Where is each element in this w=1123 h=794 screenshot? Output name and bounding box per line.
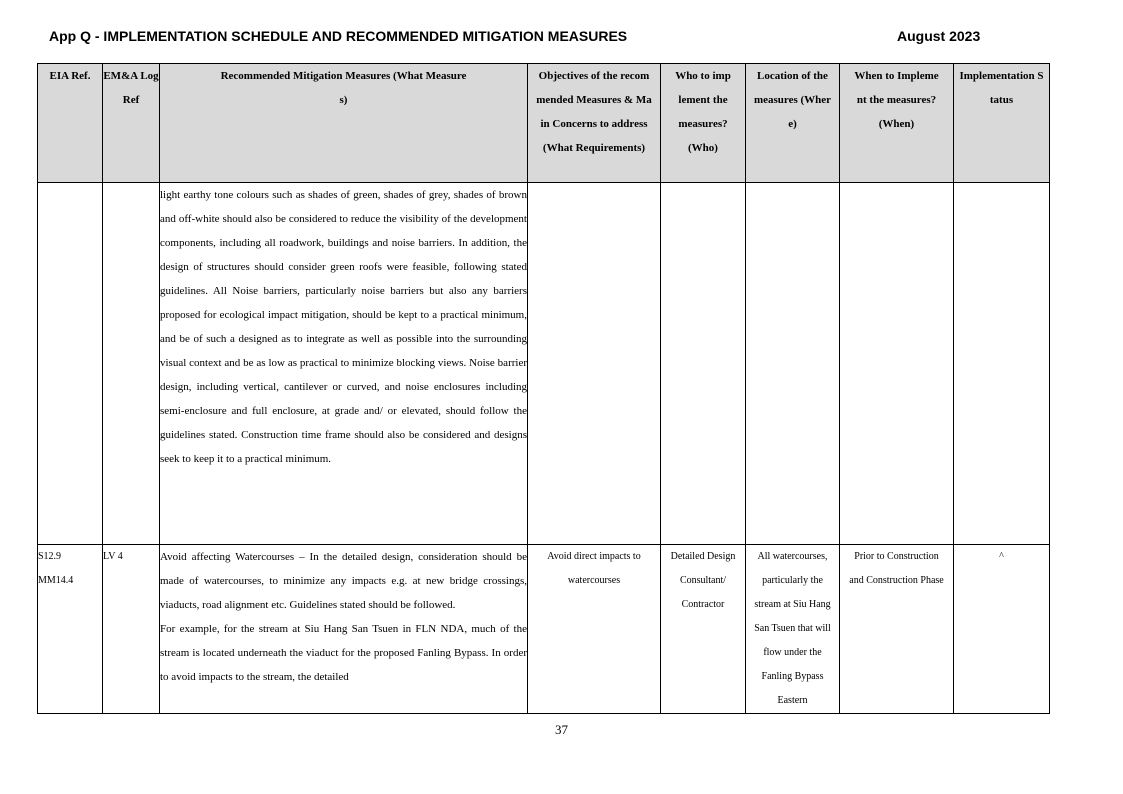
cell-who <box>661 183 746 545</box>
col-header-eia-ref: EIA Ref. <box>38 64 103 183</box>
cell-status <box>954 183 1050 545</box>
col-header-when: When to Implement the measures? (When) <box>840 64 954 183</box>
table-header-row <box>38 64 1050 183</box>
cell-location <box>746 183 840 545</box>
cell-when <box>840 183 954 545</box>
col-header-objectives: Objectives of the recommended Measures & Main Concerns to address (What Requirements) <box>528 64 661 183</box>
cell-measures: light earthy tone colours such as shades of green, shades of grey, shades of brown and off-white should also be considered to reduce the visibility of the development components, including all roadwork, buildings and noise barriers. In addition, the design of structures should consider green roofs were feasible, following stated guidelines. All Noise barriers, particularly noise barriers but also any barriers proposed for ecological impact mitigation, should be kept to a practical minimum, and be of such a designed as to integrate as well as possible into the surrounding visual context and be as low as practical to minimize blocking views. Noise barrier design, including vertical, cantilever or curved, and noise enclosures including semi-enclosure and full enclosure, at grade and/ or elevated, should follow the guidelines stated. Construction time frame should also be considered and designs seek to keep it to a practical minimum. <box>160 183 528 545</box>
cell-when: Prior to Construction and Construction Phase <box>840 545 954 714</box>
document-title: App Q - IMPLEMENTATION SCHEDULE AND RECOMMENDED MITIGATION MEASURES <box>49 28 628 44</box>
cell-measures <box>160 545 528 714</box>
cell-eia-ref <box>38 183 103 545</box>
cell-status: ^ <box>954 545 1050 714</box>
cell-eia-ref: S12.9 MM14.4 <box>38 545 103 714</box>
col-header-location: Location of the measures (Where) <box>746 64 840 183</box>
implementation-schedule-table <box>37 63 1050 714</box>
document-date: August 2023 <box>897 28 981 44</box>
cell-log-ref: LV 4 <box>103 545 160 714</box>
col-header-log-ref: EM&A Log Ref <box>103 64 160 183</box>
cell-log-ref <box>103 183 160 545</box>
col-header-measures: Recommended Mitigation Measures (What Measures) <box>160 64 528 183</box>
page-number: 37 <box>555 722 568 737</box>
col-header-status: Implementation Status <box>954 64 1050 183</box>
measures-paragraph: For example, for the stream at Siu Hang San Tsuen in FLN NDA, much of the stream is located underneath the viaduct for the proposed Fanling Bypass. In order to avoid impacts to the stream, the detailed <box>160 623 527 683</box>
table-row <box>38 545 1050 714</box>
col-header-who: Who to implement the measures? (Who) <box>661 64 746 183</box>
measures-paragraph: Avoid affecting Watercourses – In the detailed design, consideration should be made of watercourses, to minimize any impacts e.g. at new bridge crossings, viaducts, road alignment etc. Guidelines stated should be followed. <box>160 551 527 611</box>
cell-location: All watercourses, particularly the stream at Siu Hang San Tsuen that will flow under the Fanling Bypass Eastern <box>746 545 840 714</box>
table-row <box>38 183 1050 545</box>
cell-objectives: Avoid direct impacts to watercourses <box>528 545 661 714</box>
cell-who: Detailed Design Consultant/ Contractor <box>661 545 746 714</box>
cell-objectives <box>528 183 661 545</box>
